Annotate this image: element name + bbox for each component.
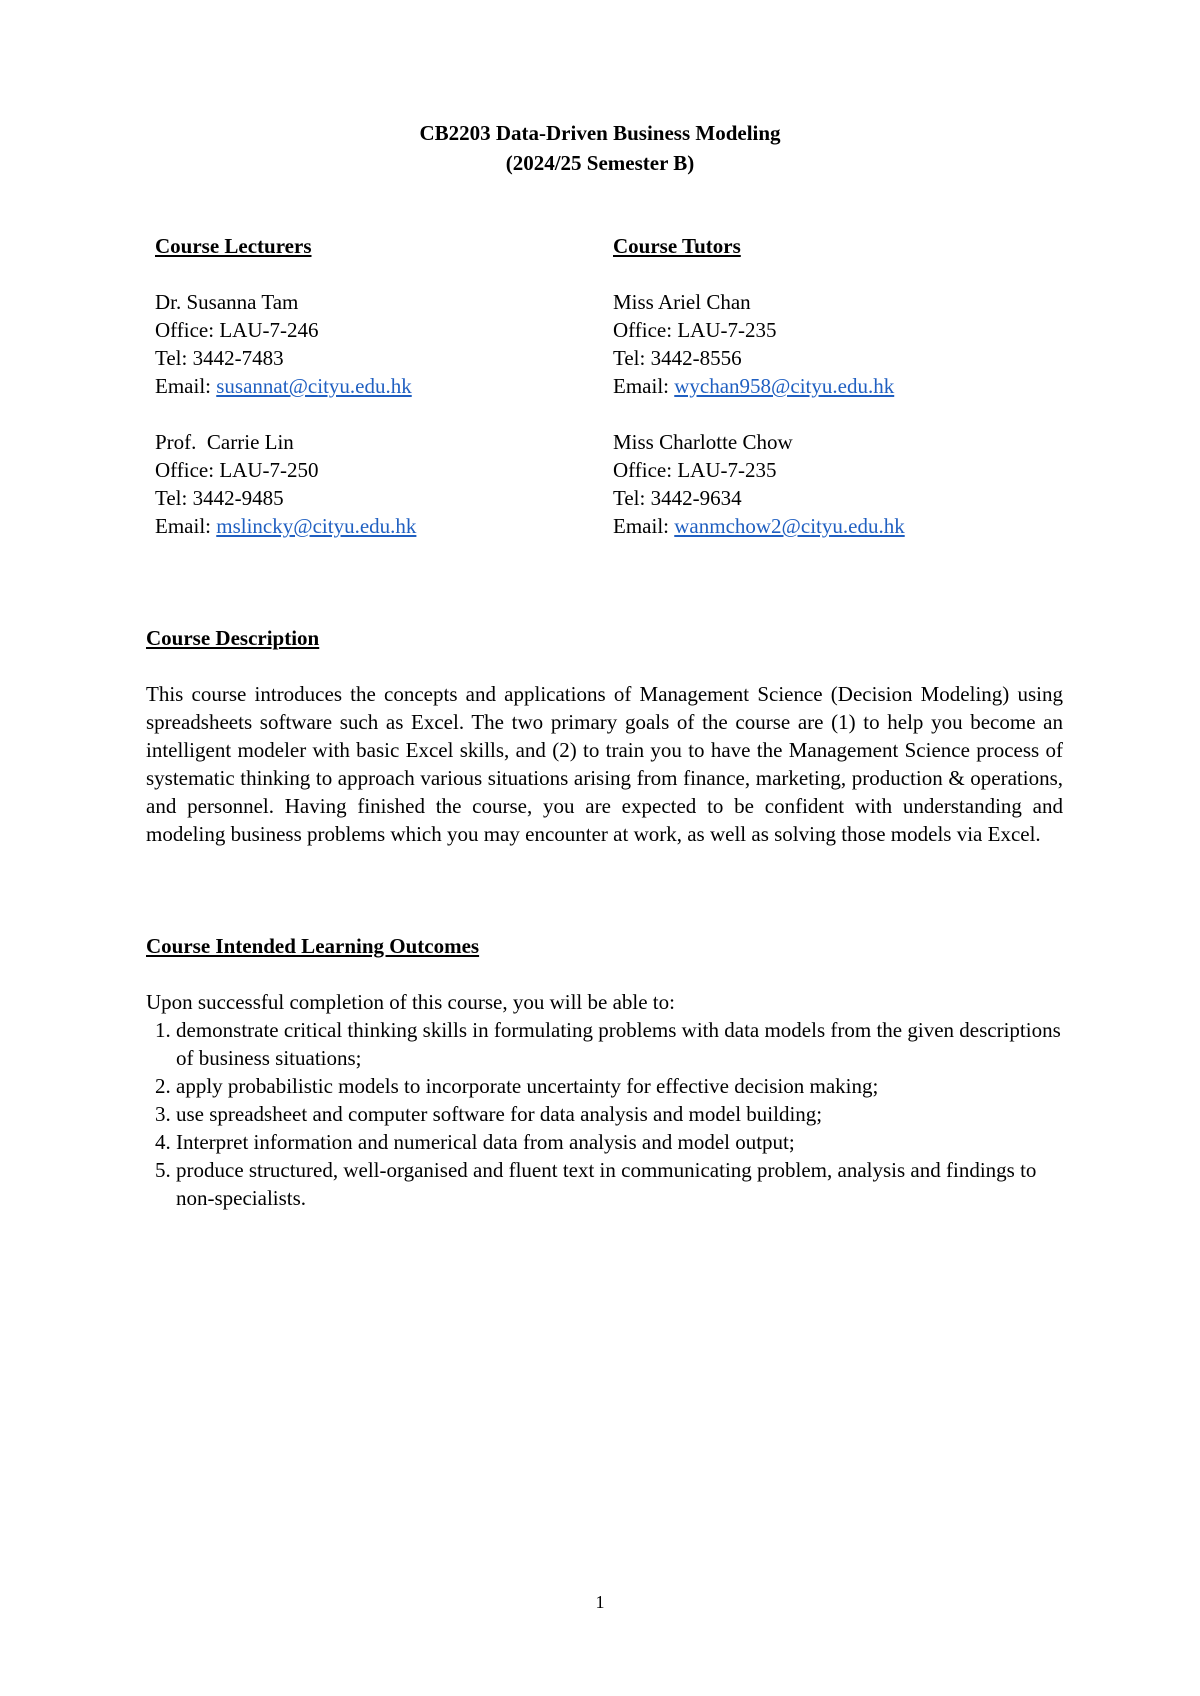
outcomes-intro: Upon successful completion of this course, you will be able to: [146,990,675,1014]
outcome-item: 1. demonstrate critical thinking skills in formulating problems with data models from the given descriptions of business situations; [176,1016,1063,1072]
email-label: Email: [155,514,217,538]
lecturer-email-link[interactable]: mslincky@cityu.edu.hk [216,514,417,538]
tutor-name: Miss Charlotte Chow [613,430,793,454]
tutor-entry [613,428,1053,540]
outcome-item: 4. Interpret information and numerical data from analysis and model output; [176,1128,1063,1156]
outcome-item: 3. use spreadsheet and computer software for data analysis and model building; [176,1100,1063,1128]
learning-outcomes-section [146,932,1063,1212]
tutor-email-link[interactable]: wychan958@cityu.edu.hk [674,374,895,398]
email-label: Email: [155,374,217,398]
course-title: CB2203 Data-Driven Business Modeling [419,121,781,145]
description-text: This course introduces the concepts and applications of Management Science (Decision Modeling) using spreadsheets software such as Excel. The two primary goals of the course are (1) to help you become an intelligent modeler with basic Excel skills, and (2) to train you to have the Management Science process of systematic thinking to approach various situations arising from finance, marketing, production & operations, and personnel. Having finished the course, you are expected to be confident with understanding and modeling business problems which you may encounter at work, as well as solving those models via Excel. [146,682,1063,846]
tutor-office: Office: LAU-7-235 [613,458,777,482]
email-label: Email: [613,374,675,398]
lecturer-tel: Tel: 3442-9485 [155,486,284,510]
lecturer-email-line [155,372,595,400]
lecturer-name: Dr. Susanna Tam [155,290,299,314]
tutor-entry [613,288,1053,400]
lecturer-office: Office: LAU-7-246 [155,318,319,342]
lecturer-office: Office: LAU-7-250 [155,458,319,482]
tutor-tel: Tel: 3442-9634 [613,486,742,510]
tutor-office: Office: LAU-7-235 [613,318,777,342]
tutor-name: Miss Ariel Chan [613,290,751,314]
email-label: Email: [613,514,675,538]
tutor-email-link[interactable]: wanmchow2@cityu.edu.hk [674,514,905,538]
description-heading: Course Description [146,626,320,650]
course-description-section [146,624,1063,848]
tutors-column [613,232,1053,568]
document-title [0,118,1200,178]
lecturers-column [155,232,595,568]
lecturer-entry [155,288,595,400]
tutor-tel: Tel: 3442-8556 [613,346,742,370]
tutors-heading: Course Tutors [613,234,741,258]
lecturer-name: Prof. Carrie Lin [155,430,294,454]
lecturer-email-link[interactable]: susannat@cityu.edu.hk [216,374,412,398]
lecturer-tel: Tel: 3442-7483 [155,346,284,370]
page-number: 1 [595,1592,605,1612]
outcome-item: 5. produce structured, well-organised and fluent text in communicating problem, analysis and findings to non-specialists. [176,1156,1063,1212]
tutor-email-line [613,372,1053,400]
outcomes-heading: Course Intended Learning Outcomes [146,934,480,958]
outcome-item: 2. apply probabilistic models to incorporate uncertainty for effective decision making; [176,1072,1063,1100]
lecturer-email-line [155,512,595,540]
lecturers-heading: Course Lecturers [155,234,312,258]
tutor-email-line [613,512,1053,540]
semester-subtitle: (2024/25 Semester B) [505,151,695,175]
outcomes-list [146,1016,1063,1212]
lecturer-entry [155,428,595,540]
